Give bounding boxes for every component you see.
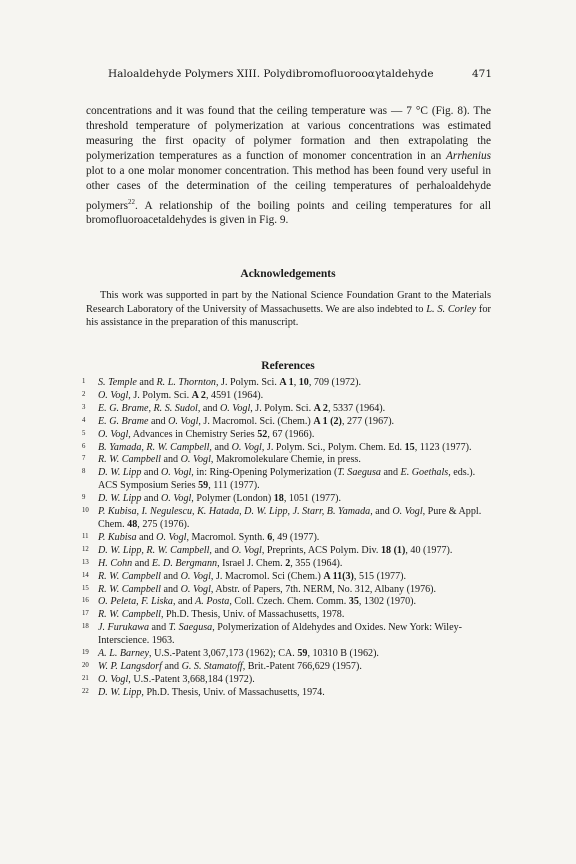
reference-author: O. Vogl [161,467,192,479]
reference-item [82,415,491,429]
reference-text: , J. Polym. Sci. [250,402,314,414]
reference-author: O. Vogl [98,673,129,685]
reference-text: , 515 (1977). [353,570,407,582]
reference-author: P. Kubisa, I. Negulescu, K. Hatada, D. W. Lipp, J. Starr, B. Yamada [98,506,371,518]
reference-item [82,428,491,442]
body-text-part: . A relationship of the boiling points and ceiling temperatures for all bromofluoroacetaldehydes is given in Fig. 9. [86,199,491,227]
reference-number: 2 [82,390,86,398]
reference-number: 4 [82,416,86,424]
reference-item [82,622,491,648]
references-heading: References [261,360,315,372]
reference-text: , J. Polym. Sci. [128,389,192,401]
reference-author: O. Vogl [180,570,211,582]
reference-number: 5 [82,429,86,437]
reference-item [82,673,491,687]
reference-text: and [161,454,181,466]
reference-text: , Polymerization of Aldehydes and Oxides. New York: Wiley-Interscience. 1963. [98,622,462,647]
reference-text: , J. Macromol. Sci (Chem.) [210,570,324,582]
reference-volume: 15 [404,441,415,453]
reference-text: , J. Polym. Sci., Polym. Chem. Ed. [261,441,405,453]
reference-text: , Macromol. Synth. [186,531,268,543]
body-text-part: concentrations and it was found that the ceiling temperature was — 7 °C (Fig. 8). The threshold temperature of polymerization at various concentrations was estimated measuring the first opacity of polymer formation and then extrapolating the polymerization temperatures as a function of monomer concentration in an [86,105,491,163]
reference-text: , 4591 (1964). [205,389,264,401]
ack-text-part: for his assistance in the preparation of this manuscript. [86,303,491,329]
reference-item [82,493,491,506]
page-number: 471 [472,68,493,80]
reference-author: O. Vogl [168,415,199,427]
reference-volume: A 2 [313,402,328,414]
reference-item [82,660,491,674]
reference-text: and [149,622,169,634]
reference-author: O. Vogl [219,402,251,414]
reference-text: and [380,467,401,479]
reference-number: 10 [82,507,89,515]
reference-number: 8 [82,468,86,476]
reference-item [82,531,491,545]
reference-text: , 67 (1966). [267,428,315,440]
reference-text: , Pure & Appl. Chem. [98,506,482,530]
reference-author: R. W. Campbell [98,583,161,595]
reference-text: , 709 (1972). [308,377,361,388]
reference-text: , and [370,506,393,518]
reference-number: 11 [82,532,89,540]
reference-author: R. W. Campbell [98,609,161,621]
reference-item [82,583,491,597]
reference-list [82,377,491,700]
reference-text: , Polymer (London) [191,493,274,505]
citation-superscript: 22 [128,197,136,206]
reference-number: 22 [82,687,89,695]
reference-text: and [141,493,162,505]
reference-volume: 35 [348,596,359,608]
reference-author: O. Vogl [161,493,192,505]
reference-volume: 18 (1) [380,544,406,556]
reference-text: , 277 (1967). [341,415,395,427]
reference-text: , 1302 (1970). [358,596,417,608]
body-text-part: plot to a one molar monomer concentration. This method has been found very useful in other cases of the determination of the ceiling temperatures of perhaloaldehyde polymers [86,165,491,212]
reference-text: , U.S.-Patent 3,668,184 (1972). [128,673,255,685]
reference-text: , eds.). ACS Symposium Series [98,467,476,492]
reference-text: , 10310 B (1962). [307,648,379,660]
reference-author: T. Saegusa [168,622,213,634]
reference-volume: 52 [257,428,268,440]
running-title: Haloaldehyde Polymers XIII. Polydibromofluoroοαγtaldehyde [108,68,434,80]
reference-author: O. Vogl [180,583,211,595]
reference-author: E. G. Brame, R. S. Sudol [98,402,198,414]
reference-number: 21 [82,674,89,682]
reference-text: , J. Polym. Sci. [215,377,280,388]
reference-author: D. W. Lipp [98,493,142,505]
reference-author: A. L. Barney [98,648,150,660]
arrhenius-term: Arrhenius [446,150,491,163]
reference-author: E. G. Brame [98,415,149,427]
reference-number: 12 [82,545,89,553]
reference-text: , Ph.D. Thesis, Univ. of Massachusetts, 1974. [141,686,325,698]
reference-text: , Ph.D. Thesis, Univ. of Massachusetts, 1978. [161,609,345,621]
reference-text: , [293,377,299,388]
reference-item [82,557,491,571]
reference-number: 9 [82,494,86,502]
reference-text: , 40 (1977). [405,544,453,556]
reference-text: and [161,583,181,595]
reference-author: P. Kubisa [98,531,137,543]
reference-text: , J. Macromol. Sci. (Chem.) [198,415,314,427]
reference-number: 15 [82,584,89,592]
reference-item [82,506,491,532]
reference-author: G. S. Stamatoff [181,660,243,672]
reference-text: , Abstr. of Papers, 7th. NERM, No. 312, Albany (1976). [210,583,437,595]
reference-item [82,596,491,609]
reference-author: O. Vogl [231,441,262,453]
reference-author: O. Vogl [392,506,423,518]
reference-number: 18 [82,623,89,631]
reference-text: , Advances in Chemistry Series [128,428,258,440]
reference-item [82,544,491,558]
reference-volume: 48 [127,518,138,530]
reference-author: O. Vogl [98,389,129,401]
reference-item [82,402,491,416]
reference-text: and [141,467,162,479]
reference-number: 14 [82,571,89,579]
ack-person-name: L. S. Corley [426,303,477,315]
reference-text: and [161,660,182,672]
reference-volume: A 1 [279,377,294,388]
reference-text: and [148,415,169,427]
reference-volume: 2 [285,557,291,569]
reference-author: J. Furukawa [98,622,150,634]
reference-author: R. L. Thornton [156,377,216,388]
acknowledgements-heading: Acknowledgements [240,268,336,280]
reference-author: E. Goethals [400,467,449,479]
reference-author: O. Vogl [231,544,262,556]
reference-text: , Preprints, ACS Polym. Div. [261,544,381,556]
reference-item [82,609,491,622]
acknowledgements-text [86,289,491,330]
reference-volume: A 11(3) [323,570,354,582]
reference-author: O. Vogl [98,428,129,440]
reference-text: , Brit.-Patent 766,629 (1957). [242,660,362,672]
reference-item [82,570,491,584]
reference-author: R. W. Campbell [98,454,161,466]
reference-number: 20 [82,661,89,669]
reference-text: , U.S.-Patent 3,067,173 (1962); CA. [149,648,298,660]
reference-number: 13 [82,558,89,566]
reference-text: , 355 (1964). [290,557,343,569]
reference-item [82,377,491,390]
reference-text: , 275 (1976). [137,518,190,530]
reference-text: , 49 (1977). [272,531,320,543]
reference-item [82,389,491,403]
reference-text: , Coll. Czech. Chem. Comm. [229,596,349,608]
reference-text: and [161,570,181,582]
reference-volume: 59 [297,648,308,660]
reference-text: , and [172,596,196,608]
reference-author: E. D. Bergmann [151,557,218,569]
reference-author: R. W. Campbell [98,570,161,582]
reference-author: H. Cohn [98,557,133,569]
reference-author: D. W. Lipp [98,467,142,479]
reference-text: , Israel J. Chem. [217,557,286,569]
reference-text: , 111 (1977). [208,480,260,492]
reference-author: A. Posta [195,596,230,608]
reference-number: 7 [82,455,86,463]
ack-text-part: This work was supported in part by the National Science Foundation Grant to the Materials Research Laboratory of the University of Massachusetts. We are also indebted to [86,290,491,315]
reference-item [82,467,491,493]
body-paragraph [86,104,491,229]
reference-text: , Makromolekulare Chemie, in press. [210,454,361,466]
reference-text: , 1051 (1977). [283,493,342,505]
reference-item [82,686,491,700]
reference-item [82,441,491,455]
reference-author: T. Saegusa [337,467,381,479]
reference-author: D. W. Lipp [98,686,142,698]
reference-text: , and [209,544,232,556]
reference-volume: A 1 (2) [313,415,342,427]
reference-text: , 5337 (1964). [327,402,386,414]
reference-author: O. Vogl [180,454,211,466]
reference-text: and [136,531,157,543]
reference-number: 19 [82,649,89,657]
reference-author: O. Vogl [156,531,187,543]
reference-volume: 18 [273,493,284,505]
reference-volume: 59 [198,480,209,492]
reference-text: , and [209,441,232,453]
reference-author: B. Yamada, R. W. Campbell [98,441,210,453]
reference-text: , 1123 (1977). [414,441,472,453]
reference-volume: A 2 [191,389,206,401]
reference-author: W. P. Langsdorf [98,660,162,672]
reference-number: 6 [82,442,86,450]
reference-author: O. Peleta, F. Liska [98,596,173,608]
reference-item [82,648,491,661]
reference-volume: 6 [267,531,273,543]
reference-text: and [132,557,152,569]
reference-text: , in: Ring-Opening Polymerization ( [191,467,338,479]
reference-author: S. Temple [98,377,137,388]
reference-number: 16 [82,597,89,605]
reference-volume: 10 [298,377,309,388]
reference-number: 3 [82,403,86,411]
reference-author: D. W. Lipp, R. W. Campbell [98,544,210,556]
reference-number: 17 [82,610,89,618]
reference-number: 1 [82,378,86,385]
reference-text: and [136,377,157,388]
reference-text: , and [197,402,220,414]
reference-item [82,454,491,467]
